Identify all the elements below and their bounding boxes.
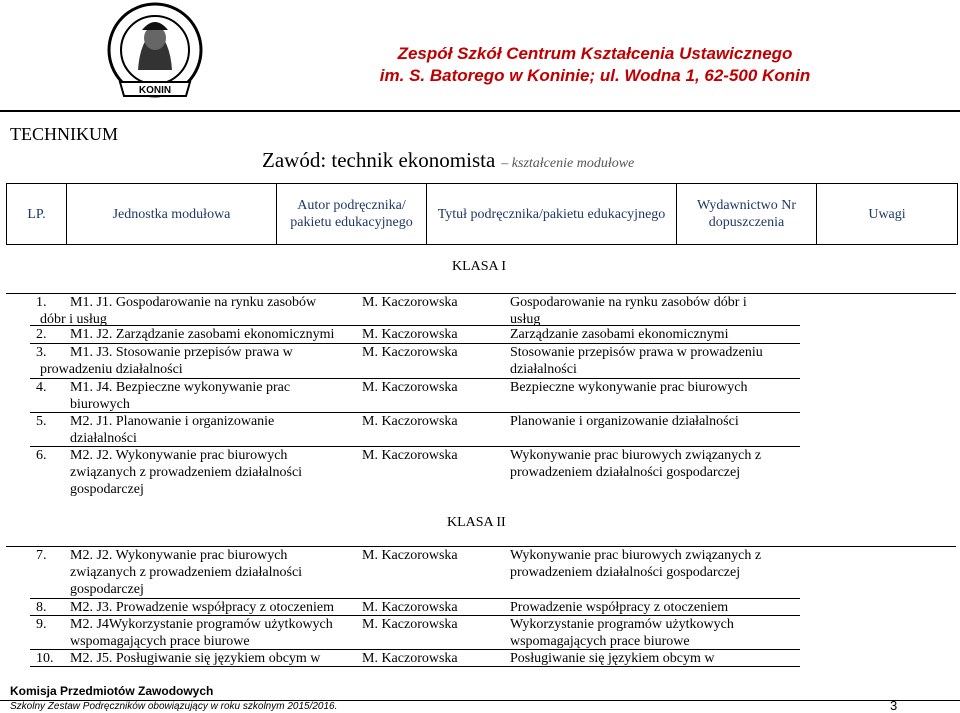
row-number: 8. [36,600,47,615]
row-title: Wykonywanie prac biurowych związanych z prowadzeniem działalności gospodarczej [510,548,762,580]
row-title: Prowadzenie współpracy z otoczeniem [510,600,729,615]
row-title: Wykonywanie prac biurowych związanych z prowadzeniem działalności gospodarczej [510,448,762,480]
section-title: TECHNIKUM [10,124,118,144]
row-title: Zarządzanie zasobami ekonomicznymi [510,327,729,342]
row-title: Planowanie i organizowanie działalności [510,414,739,429]
school-name-line2: im. S. Batorego w Koninie; ul. Wodna 1, 62-500 Konin [379,66,811,85]
row-title: Stosowanie przepisów prawa w prowadzeniu działalności [510,345,763,377]
header-divider [0,110,960,112]
profession-name: Zawód: technik ekonomista [262,148,496,172]
row-unit: M2. J2. Wykonywanie prac biurowych związanych z prowadzeniem działalności gospodarczej [70,448,303,497]
row-number: 6. [36,448,47,463]
row-unit: M2. J4Wykorzystanie programów użytkowych wspomagających prace biurowe [70,617,333,649]
column-header-publisher: Wydawnictwo Nr dopuszczenia [677,184,817,244]
row-number: 4. [36,380,47,395]
row-author: M. Kaczorowska [362,380,458,395]
row-unit: M1. J4. Bezpieczne wykonywanie prac biurowych [70,380,291,412]
row-author: M. Kaczorowska [362,414,458,429]
page-number: 3 [890,698,898,713]
table-header [6,183,958,245]
row-number: 2. [36,327,47,342]
row-unit: M2. J5. Posługiwanie się językiem obcym w [70,651,321,666]
row-author: M. Kaczorowska [362,327,458,342]
row-title: Gospodarowanie na rynku zasobów dóbr i usług [510,295,747,327]
column-header-title: Tytuł podręcznika/pakietu edukacyjnego [427,184,677,244]
row-number: 7. [36,548,47,563]
profession-note: – kształcenie modułowe [501,156,635,171]
row-unit: M1. J2. Zarządzanie zasobami ekonomicznymi [70,327,335,342]
row-author: M. Kaczorowska [362,651,458,666]
row-number: 9. [36,617,47,632]
column-header-author: Autor podręcznika/ pakietu edukacyjnego [277,184,427,244]
row-author: M. Kaczorowska [362,548,458,563]
committee-label: Komisja Przedmiotów Zawodowych [10,684,214,698]
column-header-lp: LP. [7,184,67,244]
school-logo [90,0,220,108]
row-unit: M1. J1. Gospodarowanie na rynku zasobów dóbr i usług [40,295,317,327]
row-author: M. Kaczorowska [362,345,458,360]
row-title: Bezpieczne wykonywanie prac biurowych [510,380,748,395]
row-number: 3. [36,345,47,360]
row-author: M. Kaczorowska [362,295,458,310]
row-title: Wykorzystanie programów użytkowych wspomagających prace biurowe [510,617,734,649]
row-unit: M2. J1. Planowanie i organizowanie działalności [70,414,275,446]
row-number: 10. [36,651,54,666]
column-header-unit: Jednostka modułowa [67,184,277,244]
row-unit: M1. J3. Stosowanie przepisów prawa w prowadzeniu działalności [40,345,293,377]
row-author: M. Kaczorowska [362,600,458,615]
profession-title [262,148,634,173]
row-number: 5. [36,414,47,429]
klasa-1-heading: KLASA I [452,259,507,274]
klasa-2-heading: KLASA II [447,515,506,530]
row-author: M. Kaczorowska [362,617,458,632]
column-header-notes: Uwagi [868,206,906,222]
row-number: 1. [36,295,47,310]
row-title: Posługiwanie się językiem obcym w [510,651,715,666]
logo-banner-text: KONIN [138,85,172,96]
row-unit: M2. J3. Prowadzenie współpracy z otoczeniem [70,600,334,615]
school-name-line1: Zespół Szkół Centrum Kształcenia Ustawicznego [397,44,793,63]
footer-note: Szkolny Zestaw Podręczników obowiązujący w roku szkolnym 2015/2016. [10,701,338,712]
row-unit: M2. J2. Wykonywanie prac biurowych związanych z prowadzeniem działalności gospodarczej [70,548,303,597]
row-author: M. Kaczorowska [362,448,458,463]
